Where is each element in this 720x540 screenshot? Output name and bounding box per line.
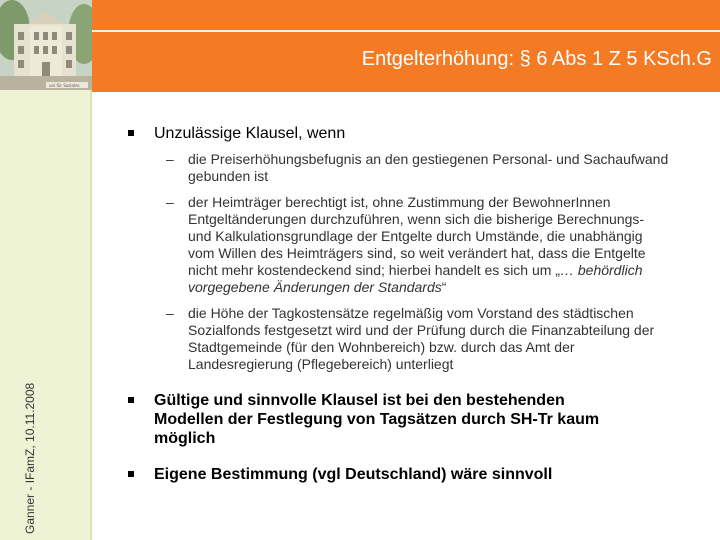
dash-icon: – <box>166 151 174 167</box>
square-bullet-icon <box>128 471 134 477</box>
bullet-item <box>128 124 698 143</box>
footer-author-date: Ganner - IFamZ, 10.11.2008 <box>23 382 37 534</box>
bullet-text: Eigene Bestimmung (vgl Deutschland) wäre sinnvoll <box>154 466 553 483</box>
title-banner <box>92 0 720 92</box>
banner-stripe <box>92 30 720 32</box>
sub-bullet-italic-text: … behördlich vorgegebene Änderungen der Standards <box>188 262 643 295</box>
logo-caption: uni für Soziales <box>49 83 80 88</box>
sub-bullet-item <box>128 194 658 296</box>
dash-icon: – <box>166 194 174 210</box>
bullet-item <box>128 465 698 484</box>
dash-icon: – <box>166 305 174 321</box>
closing-quote: “ <box>441 279 447 295</box>
building-photo <box>0 0 92 90</box>
square-bullet-icon <box>128 397 134 403</box>
sub-bullet-text: die Preiserhöhungsbefugnis an den gestiegenen Personal- und Sachaufwand gebunden ist <box>188 151 669 184</box>
slide-title: Entgelterhöhung: § 6 Abs 1 Z 5 KSch.G <box>361 48 712 70</box>
sub-bullet-text: die Höhe der Tagkostensätze regelmäßig vom Vorstand des städtischen Sozialfonds festgesetzt wird und der Prüfung durch die Finanzabteilung der Stadtgemeinde (für den Wohnbereich) bzw. durch das Amt der Landesregierung (Pflegebereich) unterliegt <box>188 305 655 372</box>
square-bullet-icon <box>128 130 134 136</box>
sub-bullet-item <box>128 305 668 373</box>
slide-content <box>128 124 698 484</box>
sub-bullet-item <box>128 151 693 185</box>
sub-bullet-text: der Heimträger berechtigt ist, ohne Zustimmung der BewohnerInnen Entgeltänderungen durchzuführen, wenn sich die bisherige Berechnungs- und Kalkulationsgrundlage der Entgelte durch Umstände, die unabhängig vom Willen des Heimträgers sind, so weit verändert hat, dass die Entgelte nicht mehr kostendeckend sind; hierbei handelt es sich um „ <box>188 194 646 278</box>
bullet-text: Gültige und sinnvolle Klausel ist bei den bestehenden Modellen der Festlegung von Tagsätzen durch SH-Tr kaum möglich <box>154 392 600 447</box>
building-illustration <box>0 0 92 90</box>
bullet-item <box>128 391 634 448</box>
bullet-text: Unzulässige Klausel, wenn <box>154 125 346 142</box>
